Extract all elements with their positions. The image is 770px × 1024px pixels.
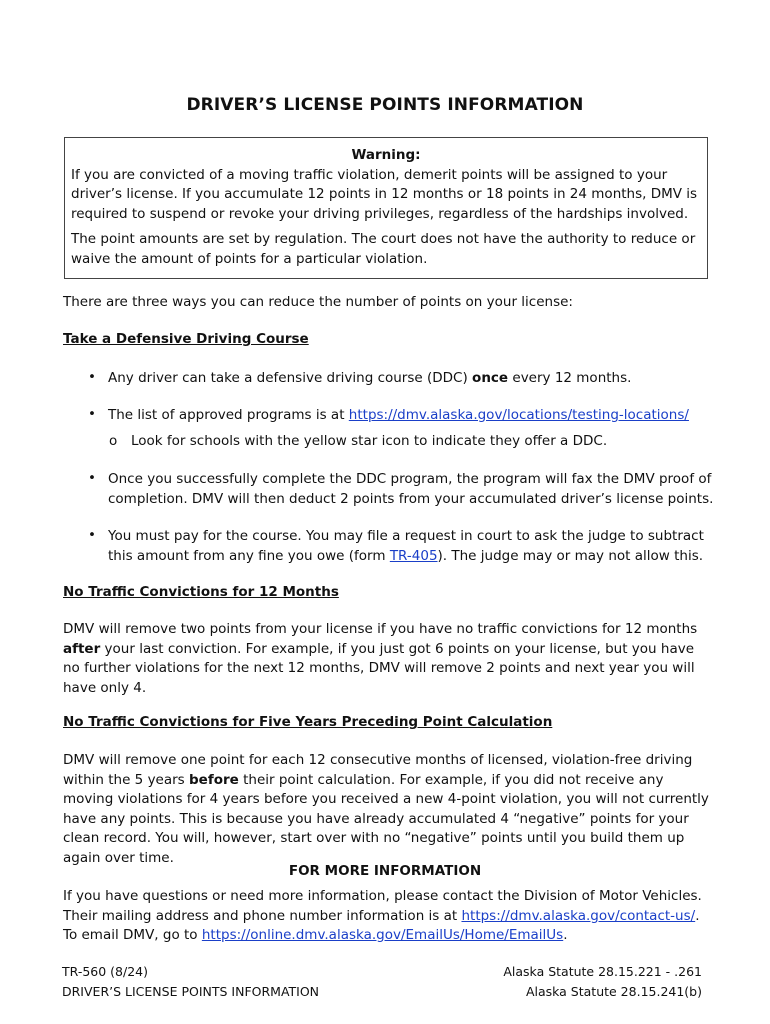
ddc-bullet-1 [108, 369, 718, 389]
five-years-bold: before [189, 771, 239, 788]
ddc-sub-bullet: Look for schools with the yellow star icon to indicate they offer a DDC. [131, 433, 608, 449]
bullet-1: • [88, 369, 96, 385]
more-info-line-3-text: To email DMV, go to [63, 927, 202, 943]
ddc-bullet-3: Once you successfully complete the DDC program, the program will fax the DMV proof of completion. DMV will then deduct 2 points from your accumulated driver’s license points. [108, 471, 714, 507]
five-years-paragraph [63, 751, 715, 868]
bullet-2: • [88, 406, 96, 422]
footer-form-number: TR-560 (8/24) [62, 964, 148, 979]
more-info-line-1: If you have questions or need more information, please contact the Division of Motor Vehicles. [63, 888, 702, 904]
footer-statute-1: Alaska Statute 28.15.221 - .261 [503, 964, 702, 979]
twelve-months-heading: No Traffic Convictions for 12 Months [63, 584, 339, 600]
warning-box [64, 137, 708, 279]
ddc-bullet-1-text: Any driver can take a defensive driving course (DDC) [108, 370, 473, 386]
footer-left [62, 962, 319, 1001]
warning-paragraph-2: The point amounts are set by regulation. The court does not have the authority to reduce or waive the amount of points for a particular violation. [71, 231, 696, 267]
twelve-months-bold: after [63, 640, 101, 657]
twelve-months-paragraph [63, 620, 715, 698]
ddc-bullet-1-text-end: every 12 months. [508, 370, 632, 386]
footer-right [503, 962, 702, 1001]
five-years-heading: No Traffic Convictions for Five Years Preceding Point Calculation [63, 714, 553, 730]
more-info-line-2-end: . [695, 907, 700, 924]
contact-us-link[interactable]: https://dmv.alaska.gov/contact-us/ [461, 907, 696, 924]
ddc-bullet-4 [108, 527, 718, 566]
warning-paragraph-1: If you are convicted of a moving traffic violation, demerit points will be assigned to your driver’s license. If you accumulate 12 points in 12 months or 18 points in 24 months, DMV is required to suspend or revoke your driving privileges, regardless of the hardships involved. [71, 166, 698, 222]
bullet-3: • [88, 470, 96, 486]
footer-statute-2: Alaska Statute 28.15.241(b) [525, 983, 702, 999]
warning-heading: Warning: [351, 147, 421, 163]
five-years-text-end: their point calculation. For example, if you did not receive any moving violations for 4 years before you received a new 4-point violation, you will not currently have any points. This is because you have already accumulated 4 “negative” points for your clean record. You will, however, start over with no “negative” points until you build them up again over time. [63, 771, 709, 866]
ddc-bullet-4-text-end: ). The judge may or may not allow this. [437, 547, 704, 564]
more-info-line-2-text: Their mailing address and phone number information is at [63, 907, 462, 924]
ddc-bullet-1-bold: once [472, 370, 509, 386]
email-us-link[interactable]: https://online.dmv.alaska.gov/EmailUs/Home/EmailUs [201, 927, 564, 943]
five-years-text: DMV will remove one point for each 12 consecutive months of licensed, violation-free driving within the 5 years [63, 752, 693, 788]
twelve-months-text: DMV will remove two points from your license if you have no traffic convictions for 12 months [63, 621, 698, 637]
footer-form-name: DRIVER’S LICENSE POINTS INFORMATION [62, 983, 320, 999]
testing-locations-link[interactable]: https://dmv.alaska.gov/locations/testing-locations/ [348, 407, 689, 423]
tr-405-link[interactable]: TR-405 [389, 547, 438, 564]
more-info-line-3-end: . [563, 927, 568, 943]
twelve-months-text-end: your last conviction. For example, if you just got 6 points on your license, but you have no further violations for the next 12 months, DMV will remove 2 points and next year you will have only 4. [63, 640, 695, 696]
intro-text: There are three ways you can reduce the number of points on your license: [63, 294, 573, 310]
bullet-4: • [88, 527, 96, 543]
more-info-line-2 [63, 907, 715, 927]
ddc-heading: Take a Defensive Driving Course [63, 331, 309, 347]
ddc-bullet-2-text: The list of approved programs is at [108, 407, 349, 423]
ddc-bullet-4-text: You must pay for the course. You may file a request in court to ask the judge to subtract this amount from any fine you owe (form [108, 528, 704, 564]
more-info-line-3 [63, 926, 715, 946]
page-title: DRIVER’S LICENSE POINTS INFORMATION [186, 95, 584, 115]
more-info-heading: FOR MORE INFORMATION [288, 863, 482, 879]
ddc-bullet-2 [108, 406, 718, 426]
more-info-paragraph [63, 887, 715, 946]
sub-bullet: o [109, 433, 118, 449]
